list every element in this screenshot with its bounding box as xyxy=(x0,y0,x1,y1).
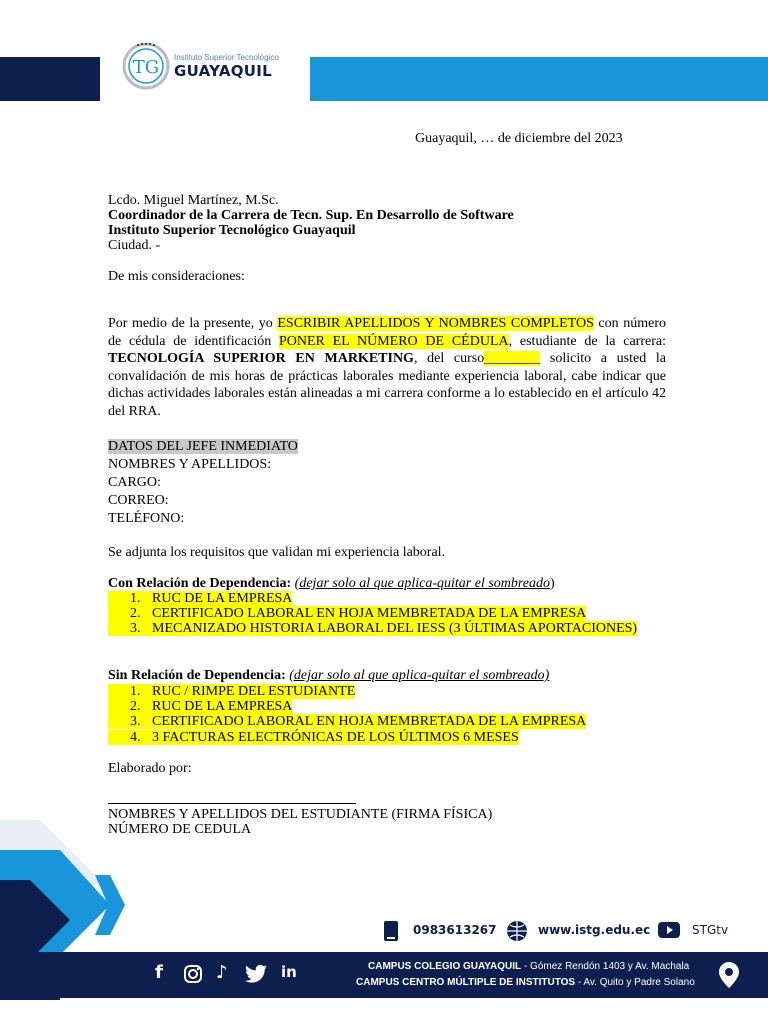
list-item: 4. 3 FACTURAS ELECTRÓNICAS DE LOS ÚLTIMOS 6 MESES xyxy=(108,730,586,745)
recipient-city: Ciudad. - xyxy=(108,238,161,253)
list-item: 2. CERTIFICADO LABORAL EN HOJA MEMBRETADA DE LA EMPRESA xyxy=(108,606,637,621)
dependency-heading xyxy=(108,576,555,592)
no-dependency-note: (dejar solo al que aplica-quitar el sombreado) xyxy=(289,668,550,683)
dependency-requirements-list xyxy=(108,591,637,637)
dependency-title: Con Relación de Dependencia: xyxy=(108,576,292,591)
recipient-name: Lcdo. Miguel Martínez, M.Sc. xyxy=(108,193,279,208)
recipient-title: Coordinador de la Carrera de Tecn. Sup. En Desarrollo de Software xyxy=(108,208,514,223)
linkedin-icon[interactable]: in xyxy=(281,963,297,981)
campus-address-1: CAMPUS COLEGIO GUAYAQUIL - Gómez Rendón 1403 y Av. Machala xyxy=(368,961,690,972)
paragraph-text: , del curso xyxy=(413,351,485,366)
list-item: 3. CERTIFICADO LABORAL EN HOJA MEMBRETADA DE LA EMPRESA xyxy=(108,714,586,729)
recipient-org: Instituto Superior Tecnológico Guayaquil xyxy=(108,223,356,238)
paragraph-text: , estudiante de la carrera: xyxy=(508,333,666,349)
signature-id: NÚMERO DE CEDULA xyxy=(108,822,252,837)
body-paragraph xyxy=(108,315,666,420)
header-bar-left xyxy=(0,57,100,101)
boss-header-text: DATOS DEL JEFE INMEDIATO xyxy=(108,439,298,454)
institute-logo xyxy=(122,42,297,90)
globe-icon xyxy=(506,920,528,942)
course-blank: ________ xyxy=(484,351,541,366)
tiktok-icon[interactable]: ♪ xyxy=(216,962,228,983)
boss-field-cargo: CARGO: xyxy=(108,475,161,490)
phone-icon xyxy=(383,920,399,942)
dependency-note: (dejar solo al que aplica-quitar el sombreado xyxy=(294,576,551,591)
facebook-icon[interactable]: f xyxy=(155,962,163,983)
boss-field-email: CORREO: xyxy=(108,493,169,508)
youtube-icon xyxy=(658,922,680,938)
footer-website[interactable]: www.istg.edu.ec xyxy=(538,923,651,937)
career-name: TECNOLOGÍA SUPERIOR EN MARKETING xyxy=(108,351,414,366)
campus-address-2: CAMPUS CENTRO MÚLTIPLE DE INSTITUTOS - Av. Quito y Padre Solano xyxy=(356,977,695,988)
prepared-by: Elaborado por: xyxy=(108,761,192,776)
student-id-placeholder: PONER EL NÚMERO DE CÉDULA xyxy=(278,333,509,349)
signature-name: NOMBRES Y APELLIDOS DEL ESTUDIANTE (FIRMA FÍSICA) xyxy=(108,807,493,822)
footer-youtube[interactable]: STGtv xyxy=(692,923,729,937)
istg-emblem-icon xyxy=(122,42,170,90)
salutation: De mis consideraciones: xyxy=(108,269,245,284)
list-item: 1. RUC DE LA EMPRESA xyxy=(108,591,637,606)
boss-field-phone: TELÉFONO: xyxy=(108,511,185,526)
footer-campus-bar xyxy=(320,952,768,998)
no-dependency-title: Sin Relación de Dependencia: xyxy=(108,668,286,683)
dependency-note-close: ) xyxy=(550,576,555,591)
signature-line xyxy=(108,803,356,804)
logo-subtitle: Instituto Superior Tecnológico xyxy=(174,53,279,62)
no-dependency-requirements-list xyxy=(108,684,586,745)
list-item: 2. RUC DE LA EMPRESA xyxy=(108,699,586,714)
twitter-icon[interactable] xyxy=(244,964,268,984)
footer-phone: 0983613267 xyxy=(413,923,497,937)
boss-section-header xyxy=(108,439,298,455)
attachment-note: Se adjunta los requisitos que validan mi experiencia laboral. xyxy=(108,545,446,560)
paragraph-text: solicito a usted la convalidación de mis horas de prácticas laborales mediante experiencia laboral, cabe indicar que dichas actividades laborales están alineadas a mi carrera conforme a lo establecido en el artículo 42 del RRA. xyxy=(108,351,667,419)
svg-text:TG: TG xyxy=(132,57,160,78)
header-bar-right xyxy=(310,57,768,101)
list-item: 1. RUC / RIMPE DEL ESTUDIANTE xyxy=(108,684,586,699)
instagram-icon[interactable] xyxy=(183,964,203,984)
paragraph-text: Por medio de la presente, yo xyxy=(108,316,278,331)
list-item: 3. MECANIZADO HISTORIA LABORAL DEL IESS (3 ÚLTIMAS APORTACIONES) xyxy=(108,621,637,636)
logo-title: GUAYAQUIL xyxy=(174,62,273,80)
no-dependency-heading xyxy=(108,668,549,684)
student-name-placeholder: ESCRIBIR APELLIDOS Y NOMBRES COMPLETOS xyxy=(277,316,594,331)
paragraph-text: con número de cédula de identificación xyxy=(108,316,666,349)
boss-field-names: NOMBRES Y APELLIDOS: xyxy=(108,457,272,472)
location-pin-icon xyxy=(718,961,740,989)
letter-date: Guayaquil, … de diciembre del 2023 xyxy=(415,131,623,146)
footer-bottom-strip xyxy=(0,1000,768,1024)
